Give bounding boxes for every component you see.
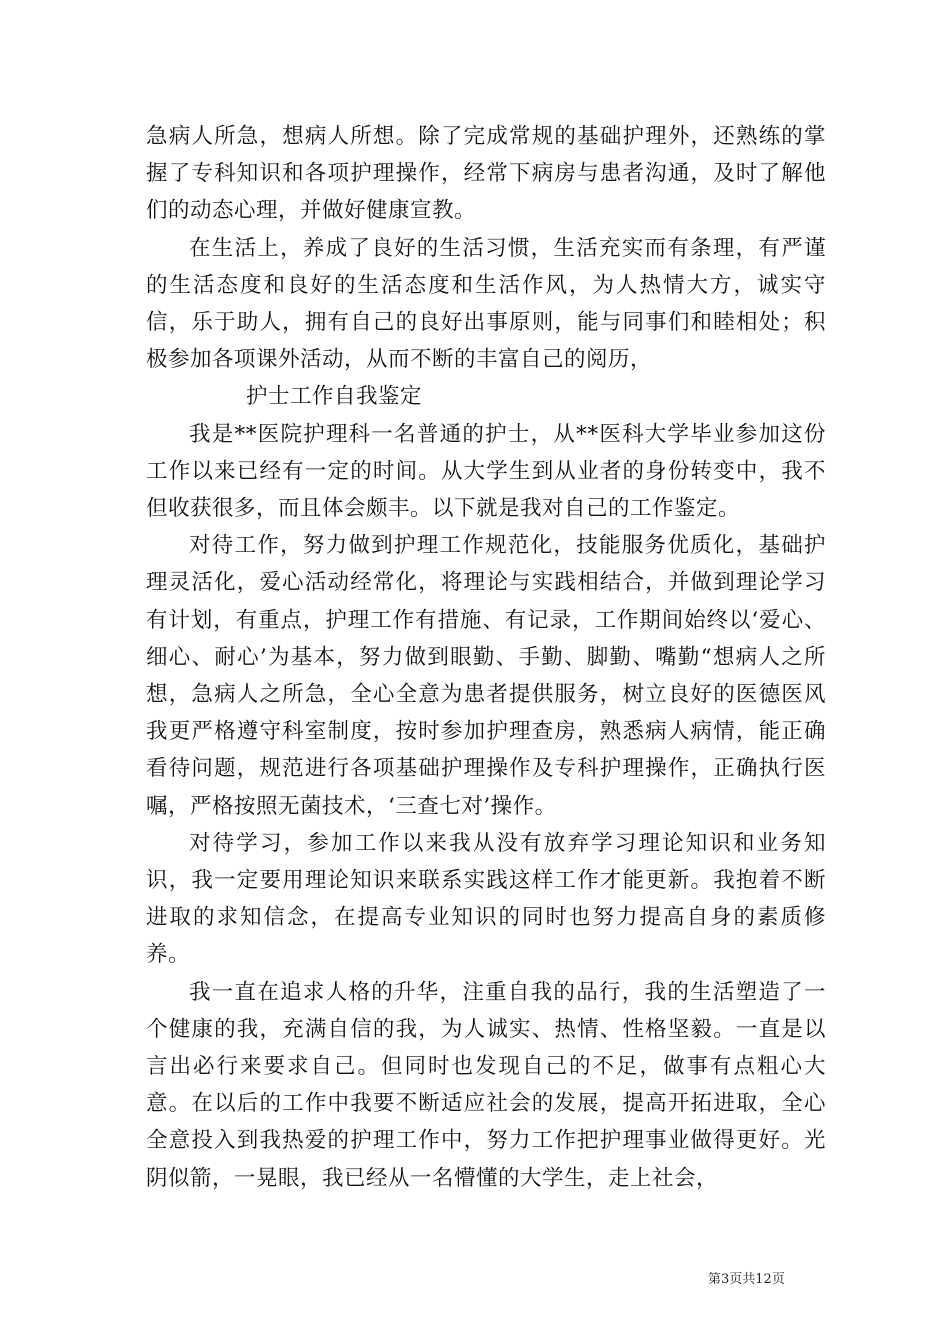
paragraph-life: 在生活上，养成了良好的生活习惯，生活充实而有条理，有严谨的生活态度和良好的生活态度和生活作风，为人热情大方，诚实守信，乐于助人，拥有自己的良好出事原则，能与同事们和睦相处；积极参加各项课外活动，从而不断的丰富自己的阅历，	[146, 235, 826, 373]
section-heading: 护士工作自我鉴定	[246, 384, 423, 410]
paragraph-character: 我一直在追求人格的升华，注重自我的品行，我的生活塑造了一个健康的我，充满自信的我，为人诚实、热情、性格坚毅。一直是以言出必行来要求自己。但同时也发现自己的不足，做事有点粗心大意。在以后的工作中我要不断适应社会的发展，提高开拓进取，全心全意投入到我热爱的护理工作中，努力工作把护理事业做得更好。光阴似箭，一晃眼，我已经从一名懵懂的大学生，走上社会，	[146, 979, 826, 1191]
paragraph-work: 对待工作，努力做到护理工作规范化，技能服务优质化，基础护理灵活化，爱心活动经常化，将理论与实践相结合，并做到理论学习有计划，有重点，护理工作有措施、有记录，工作期间始终以‘爱心、细心、耐心’为基本，努力做到眼勤、手勤、脚勤、嘴勤“想病人之所想，急病人之所急，全心全意为患者提供服务，树立良好的医德医风我更严格遵守科室制度，按时参加护理查房，熟悉病人病情，能正确看待问题，规范进行各项基础护理操作及专科护理操作，正确执行医嘱，严格按照无菌技术，‘三查七对’操作。	[146, 533, 826, 819]
paragraph-intro: 我是**医院护理科一名普通的护士，从**医科大学毕业参加这份工作以来已经有一定的时间。从大学生到从业者的身份转变中，我不但收获很多，而且体会颇丰。以下就是我对自己的工作鉴定。	[146, 421, 826, 522]
paragraph-continuation: 急病人所急，想病人所想。除了完成常规的基础护理外，还熟练的掌握了专科知识和各项护理操作，经常下病房与患者沟通，及时了解他们的动态心理，并做好健康宣教。	[146, 124, 826, 224]
document-body	[146, 118, 826, 1197]
page-number-footer: 第3页共12页	[708, 1272, 785, 1287]
paragraph-study: 对待学习，参加工作以来我从没有放弃学习理论知识和业务知识，我一定要用理论知识来联系实践这样工作才能更新。我抱着不断进取的求知信念，在提高专业知识的同时也努力提高自身的素质修养。	[146, 830, 826, 968]
